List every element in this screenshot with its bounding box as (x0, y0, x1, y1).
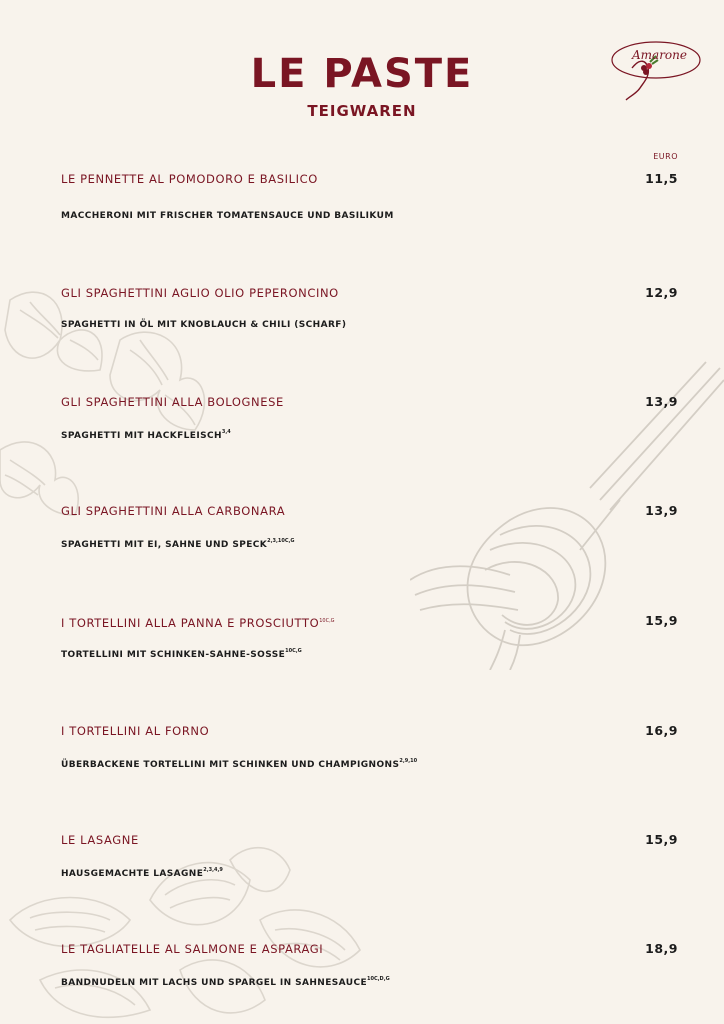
menu-item-allergens: 2,3,4,9 (203, 867, 223, 873)
menu-item-description (61, 758, 417, 770)
menu-item-description (61, 429, 231, 441)
page-subtitle: TEIGWAREN (307, 102, 417, 120)
menu-item-name (61, 171, 678, 187)
menu-item-description (61, 648, 302, 660)
menu-item-name-text: I TORTELLINI ALLA PANNA E PROSCIUTTO (61, 616, 320, 630)
menu-item-description-text: SPAGHETTI MIT HACKFLEISCH (61, 431, 222, 441)
menu-item-name (61, 613, 678, 631)
menu-item-description (61, 320, 346, 330)
menu-item-description-text: HAUSGEMACHTE LASAGNE (61, 869, 204, 879)
menu-item-description-text: BANDNUDELN MIT LACHS UND SPARGEL IN SAHNESAUCE (61, 978, 368, 988)
menu-item-description (61, 211, 394, 221)
menu-item-description-text: ÜBERBACKENE TORTELLINI MIT SCHINKEN UND CHAMPIGNONS (61, 760, 400, 770)
menu-item-name-text: GLI SPAGHETTINI ALLA CARBONARA (61, 504, 286, 518)
logo-text: Amarone (632, 48, 687, 62)
menu-item-allergens: 3,4 (221, 429, 231, 435)
menu-item (61, 832, 678, 879)
menu-item-name (61, 832, 678, 848)
menu-item-name (61, 394, 678, 410)
menu-item-name (61, 941, 678, 957)
menu-item (61, 613, 678, 660)
menu-item-description (61, 867, 223, 879)
menu-item (61, 394, 678, 441)
menu-item-name (61, 503, 678, 519)
menu-item-description-text: SPAGHETTI MIT EI, SAHNE UND SPECK (61, 540, 268, 550)
menu-item-name-allergens: 10C,G (319, 618, 335, 624)
menu-item-price: 18,9 (645, 941, 678, 956)
menu-item-name (61, 285, 678, 301)
menu-item-allergens: 2,3,10C,G (267, 538, 295, 544)
menu-item-name-text: GLI SPAGHETTINI ALLA BOLOGNESE (61, 395, 284, 409)
menu-item (61, 723, 678, 770)
menu-item-description-text: TORTELLINI MIT SCHINKEN-SAHNE-SOSSE (61, 650, 286, 660)
menu-item-allergens: 2,9,10 (399, 758, 418, 764)
menu-item-name-text: I TORTELLINI AL FORNO (61, 724, 210, 738)
menu-item-price: 16,9 (645, 723, 678, 738)
page-title: LE PASTE (250, 51, 474, 97)
menu-item-description (61, 976, 390, 988)
menu-item-name-text: LE TAGLIATELLE AL SALMONE E ASPARAGI (61, 942, 324, 956)
menu-item-description-text: SPAGHETTI IN ÖL MIT KNOBLAUCH & CHILI (SCHARF) (61, 320, 347, 330)
menu-item-name-text: LE LASAGNE (61, 833, 139, 847)
menu-item-price: 12,9 (645, 285, 678, 300)
menu-item-allergens: 10C,D,G (367, 976, 390, 982)
menu-item-name (61, 723, 678, 739)
menu-item-name-text: LE PENNETTE AL POMODORO E BASILICO (61, 172, 318, 186)
menu-item-price: 13,9 (645, 394, 678, 409)
menu-item-name-text: GLI SPAGHETTINI AGLIO OLIO PEPERONCINO (61, 286, 339, 300)
menu-item-description (61, 538, 295, 550)
menu-item (61, 503, 678, 550)
menu-item-price: 15,9 (645, 613, 678, 628)
menu-item-allergens: 10C,G (285, 648, 302, 654)
menu-item-price: 11,5 (645, 171, 678, 186)
currency-label: EURO (653, 152, 678, 161)
menu-item-price: 13,9 (645, 503, 678, 518)
menu-item-description-text: MACCHERONI MIT FRISCHER TOMATENSAUCE UND BASILIKUM (61, 211, 394, 221)
menu-item (61, 285, 678, 330)
menu-item (61, 171, 678, 221)
menu-item (61, 941, 678, 988)
menu-item-price: 15,9 (645, 832, 678, 847)
